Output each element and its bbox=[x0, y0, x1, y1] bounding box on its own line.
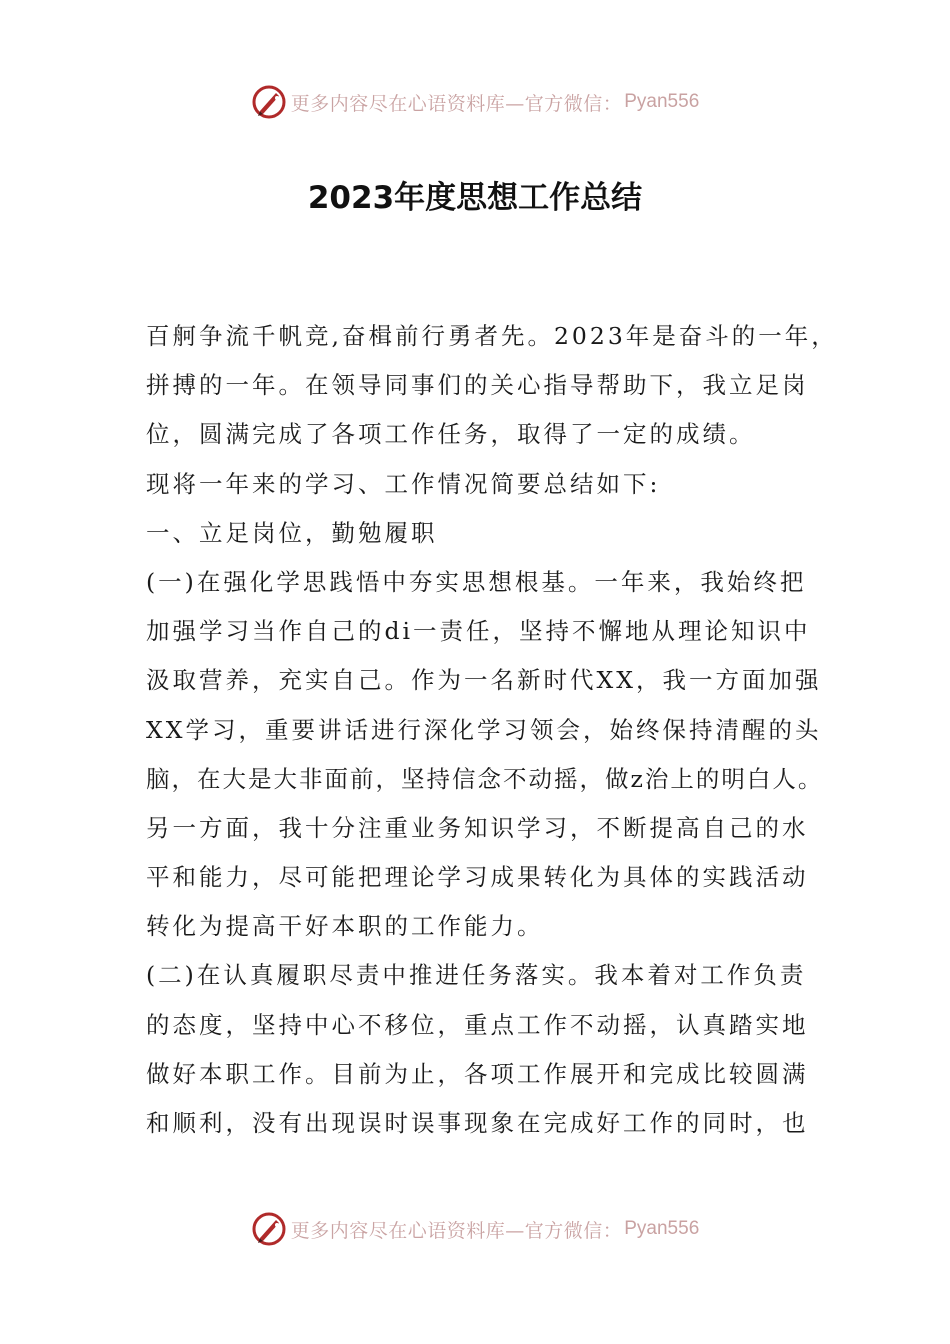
header-watermark-text: 更多内容尽在心语资料库—官方微信： bbox=[290, 92, 623, 115]
body-line: 拼搏的一年。在领导同事们的关心指导帮助下，我立足岗 bbox=[146, 371, 809, 400]
footer-wechat-id: Pyan556 bbox=[624, 1218, 700, 1239]
body-line: 脑，在大是大非面前，坚持信念不动摇，做z治上的明白人。 bbox=[146, 764, 824, 793]
body-line: 做好本职工作。目前为止，各项工作展开和完成比较圆满 bbox=[146, 1059, 809, 1088]
document-title: 2023年度思想工作总结 bbox=[307, 180, 643, 216]
body-line: 平和能力，尽可能把理论学习成果转化为具体的实践活动 bbox=[146, 863, 809, 892]
body-line: 和顺利，没有出现误时误事现象在完成好工作的同时，也 bbox=[146, 1109, 809, 1137]
header-wechat-id: Pyan556 bbox=[624, 91, 700, 112]
footer-watermark-text: 更多内容尽在心语资料库—官方微信： bbox=[290, 1219, 623, 1242]
footer-watermark bbox=[0, 1209, 950, 1249]
document-body bbox=[146, 312, 838, 1148]
body-line: 现将一年来的学习、工作情况简要总结如下: bbox=[146, 469, 661, 498]
body-line: 另一方面，我十分注重业务知识学习，不断提高自己的水 bbox=[146, 813, 809, 842]
pen-circle-logo-icon bbox=[251, 84, 287, 120]
body-line: 位，圆满完成了各项工作任务，取得了一定的成绩。 bbox=[146, 420, 756, 449]
body-line: 加强学习当作自己的di一责任，坚持不懈地从理论知识中 bbox=[146, 617, 811, 646]
body-line: 百舸争流千帆竞,奋楫前行勇者先。2023年是奋斗的一年， bbox=[146, 322, 838, 350]
body-line: 汲取营养，充实自己。作为一名新时代XX，我一方面加强 bbox=[146, 666, 822, 695]
header-watermark bbox=[0, 82, 950, 122]
body-line: (二)在认真履职尽责中推进任务落实。我本着对工作负责 bbox=[146, 961, 807, 990]
body-line: 的态度，坚持中心不移位，重点工作不动摇，认真踏实地 bbox=[146, 1010, 809, 1039]
section-heading: 一、立足岗位，勤勉履职 bbox=[146, 518, 438, 547]
pen-circle-logo-icon bbox=[251, 1211, 287, 1247]
body-line: 转化为提高干好本职的工作能力。 bbox=[146, 912, 544, 941]
body-line: XX学习，重要讲话进行深化学习领会，始终保持清醒的头 bbox=[146, 715, 822, 744]
body-line: (一)在强化学思践悟中夯实思想根基。一年来，我始终把 bbox=[146, 567, 807, 596]
